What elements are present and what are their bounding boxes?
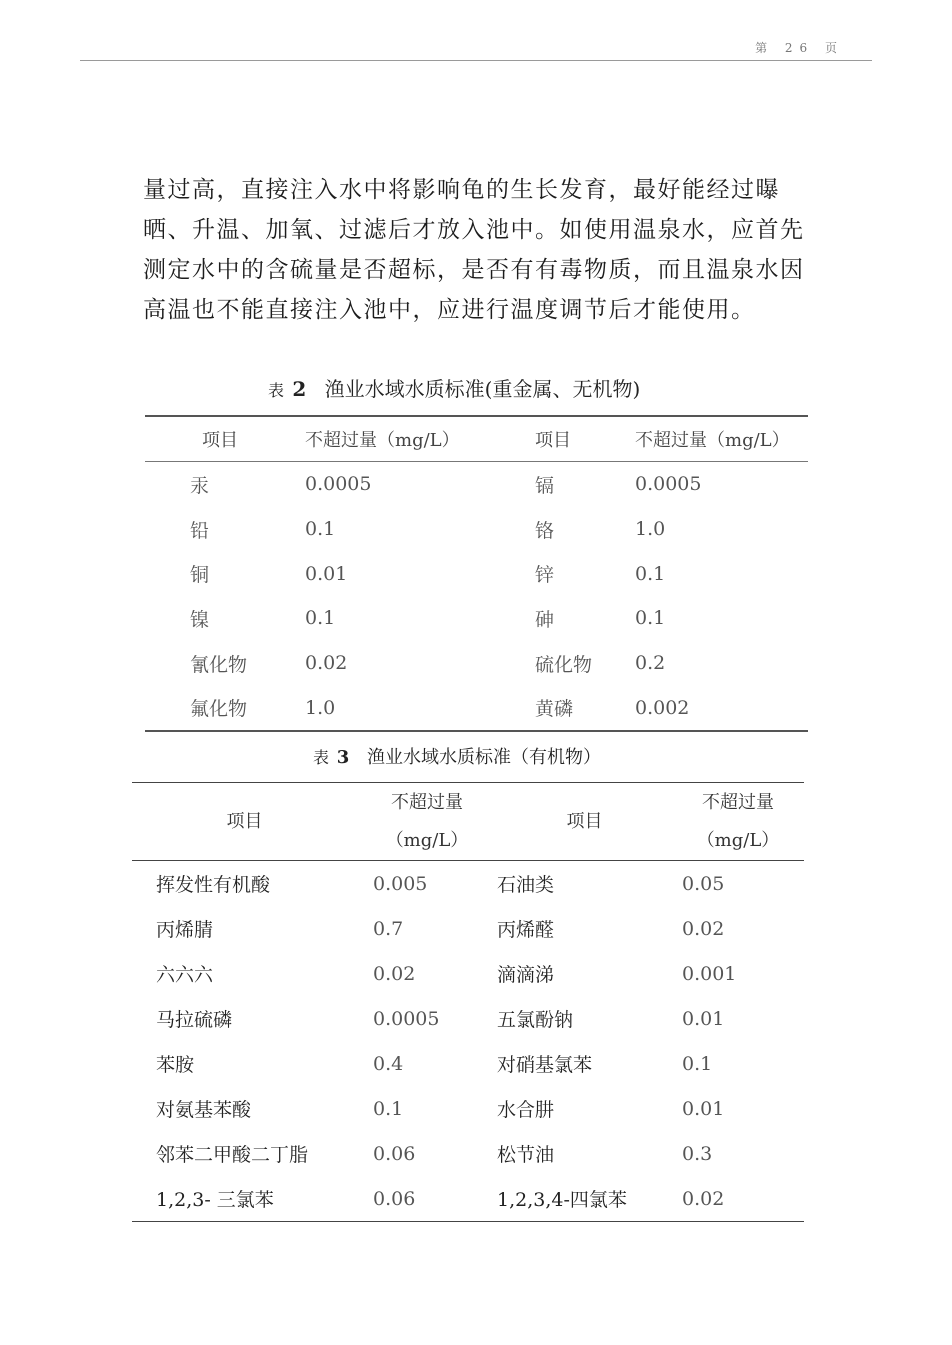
table-row — [145, 462, 808, 507]
item-name-cell: 松节油 — [497, 1144, 555, 1166]
table-row — [132, 906, 804, 951]
column-header: 项目 — [497, 783, 672, 861]
limit-value-cell: 0.01 — [682, 1097, 725, 1120]
limit-value-cell: 0.02 — [682, 1187, 725, 1210]
item-name-cell: 对氨基苯酸 — [156, 1099, 252, 1121]
table-row — [132, 951, 804, 996]
column-header: 项目 — [520, 416, 635, 462]
item-name-cell: 邻苯二甲酸二丁脂 — [156, 1144, 309, 1166]
table-row — [145, 551, 808, 596]
heavy-metal-standards-table — [145, 415, 808, 732]
item-name-cell: 镉 — [535, 474, 555, 497]
table-row — [132, 996, 804, 1041]
item-name-cell: 五氯酚钠 — [497, 1009, 574, 1031]
table3-caption-title: 渔业水域水质标准（有机物） — [367, 747, 602, 768]
table2-caption — [268, 373, 640, 402]
table2-caption-title: 渔业水域水质标准(重金属、无机物) — [324, 377, 641, 401]
table-row — [145, 685, 808, 731]
item-name-cell: 1,2,3- 三氯苯 — [156, 1189, 274, 1211]
limit-value-cell: 0.002 — [635, 696, 690, 719]
limit-value-cell: 0.4 — [373, 1052, 404, 1075]
limit-value-cell: 0.3 — [682, 1142, 713, 1165]
table-row — [132, 861, 804, 907]
item-name-cell: 砷 — [535, 608, 555, 631]
limit-value-cell: 0.02 — [305, 652, 348, 675]
table2-caption-number: 2 — [292, 377, 307, 401]
limit-value-cell: 0.001 — [682, 962, 737, 985]
item-name-cell: 氰化物 — [190, 653, 248, 676]
table-row — [145, 641, 808, 686]
table-row — [132, 1086, 804, 1131]
item-name-cell: 铅 — [190, 519, 210, 542]
limit-value-cell: 0.06 — [373, 1142, 416, 1165]
table3-caption-prefix: 表 — [313, 748, 330, 767]
table3-caption — [313, 743, 601, 769]
limit-value-cell: 0.1 — [305, 607, 336, 630]
body-paragraph: 量过高，直接注入水中将影响龟的生长发育，最好能经过曝晒、升温、加氧、过滤后才放入池中。如使用温泉水，应首先测定水中的含硫量是否超标，是否有有毒物质，而且温泉水因高温也不能直接注入池中，应进行温度调节后才能使用。 — [143, 177, 805, 323]
item-name-cell: 水合肼 — [497, 1099, 555, 1121]
table-row — [132, 1131, 804, 1176]
limit-value-cell: 0.1 — [635, 607, 666, 630]
item-name-cell: 1,2,3,4-四氯苯 — [497, 1189, 627, 1211]
item-name-cell: 铜 — [190, 564, 210, 587]
table-row — [145, 507, 808, 552]
column-header: 不超过量 （mg/L） — [357, 783, 497, 861]
item-name-cell: 丙烯醛 — [497, 919, 555, 941]
item-name-cell: 对硝基氯苯 — [497, 1054, 593, 1076]
item-name-cell: 镍 — [190, 608, 210, 631]
column-header: 不超过量（mg/L） — [635, 416, 808, 462]
table-row — [132, 1041, 804, 1086]
item-name-cell: 挥发性有机酸 — [156, 874, 271, 896]
limit-value-cell: 0.1 — [305, 518, 336, 541]
item-name-cell: 黄磷 — [535, 698, 574, 721]
limit-value-cell: 0.1 — [682, 1052, 713, 1075]
table2-caption-prefix: 表 — [268, 381, 285, 400]
limit-value-cell: 0.0005 — [305, 473, 372, 496]
limit-value-cell: 1.0 — [305, 696, 336, 719]
limit-value-cell: 0.1 — [635, 562, 666, 585]
limit-value-cell: 0.05 — [682, 872, 725, 895]
page-number: 第 26 页 — [755, 41, 844, 55]
item-name-cell: 氟化物 — [190, 698, 248, 721]
table-header-row — [132, 783, 804, 861]
table-row — [145, 596, 808, 641]
table-header-row — [145, 416, 808, 462]
page-header — [80, 30, 872, 61]
limit-value-cell: 0.005 — [373, 872, 428, 895]
limit-value-cell: 0.01 — [682, 1007, 725, 1030]
column-header: 不超过量 （mg/L） — [672, 783, 804, 861]
column-header: 不超过量（mg/L） — [305, 416, 520, 462]
item-name-cell: 锌 — [535, 564, 555, 587]
limit-value-cell: 0.0005 — [373, 1007, 440, 1030]
limit-value-cell: 0.06 — [373, 1187, 416, 1210]
table-row — [132, 1176, 804, 1222]
limit-value-cell: 0.0005 — [635, 473, 702, 496]
item-name-cell: 汞 — [190, 474, 210, 497]
item-name-cell: 丙烯腈 — [156, 919, 214, 941]
item-name-cell: 滴滴涕 — [497, 964, 555, 986]
item-name-cell: 马拉硫磷 — [156, 1009, 233, 1031]
column-header: 项目 — [190, 416, 305, 462]
limit-value-cell: 0.1 — [373, 1097, 404, 1120]
column-header: 项目 — [132, 783, 357, 861]
organic-standards-table — [132, 782, 804, 1222]
table3-caption-number: 3 — [336, 747, 350, 768]
limit-value-cell: 0.7 — [373, 917, 404, 940]
limit-value-cell: 0.01 — [305, 562, 348, 585]
limit-value-cell: 0.02 — [373, 962, 416, 985]
limit-value-cell: 1.0 — [635, 518, 666, 541]
item-name-cell: 六六六 — [156, 964, 214, 986]
item-name-cell: 铬 — [535, 519, 555, 542]
item-name-cell: 硫化物 — [535, 653, 593, 676]
limit-value-cell: 0.02 — [682, 917, 725, 940]
limit-value-cell: 0.2 — [635, 652, 666, 675]
item-name-cell: 石油类 — [497, 874, 555, 896]
item-name-cell: 苯胺 — [156, 1054, 195, 1076]
